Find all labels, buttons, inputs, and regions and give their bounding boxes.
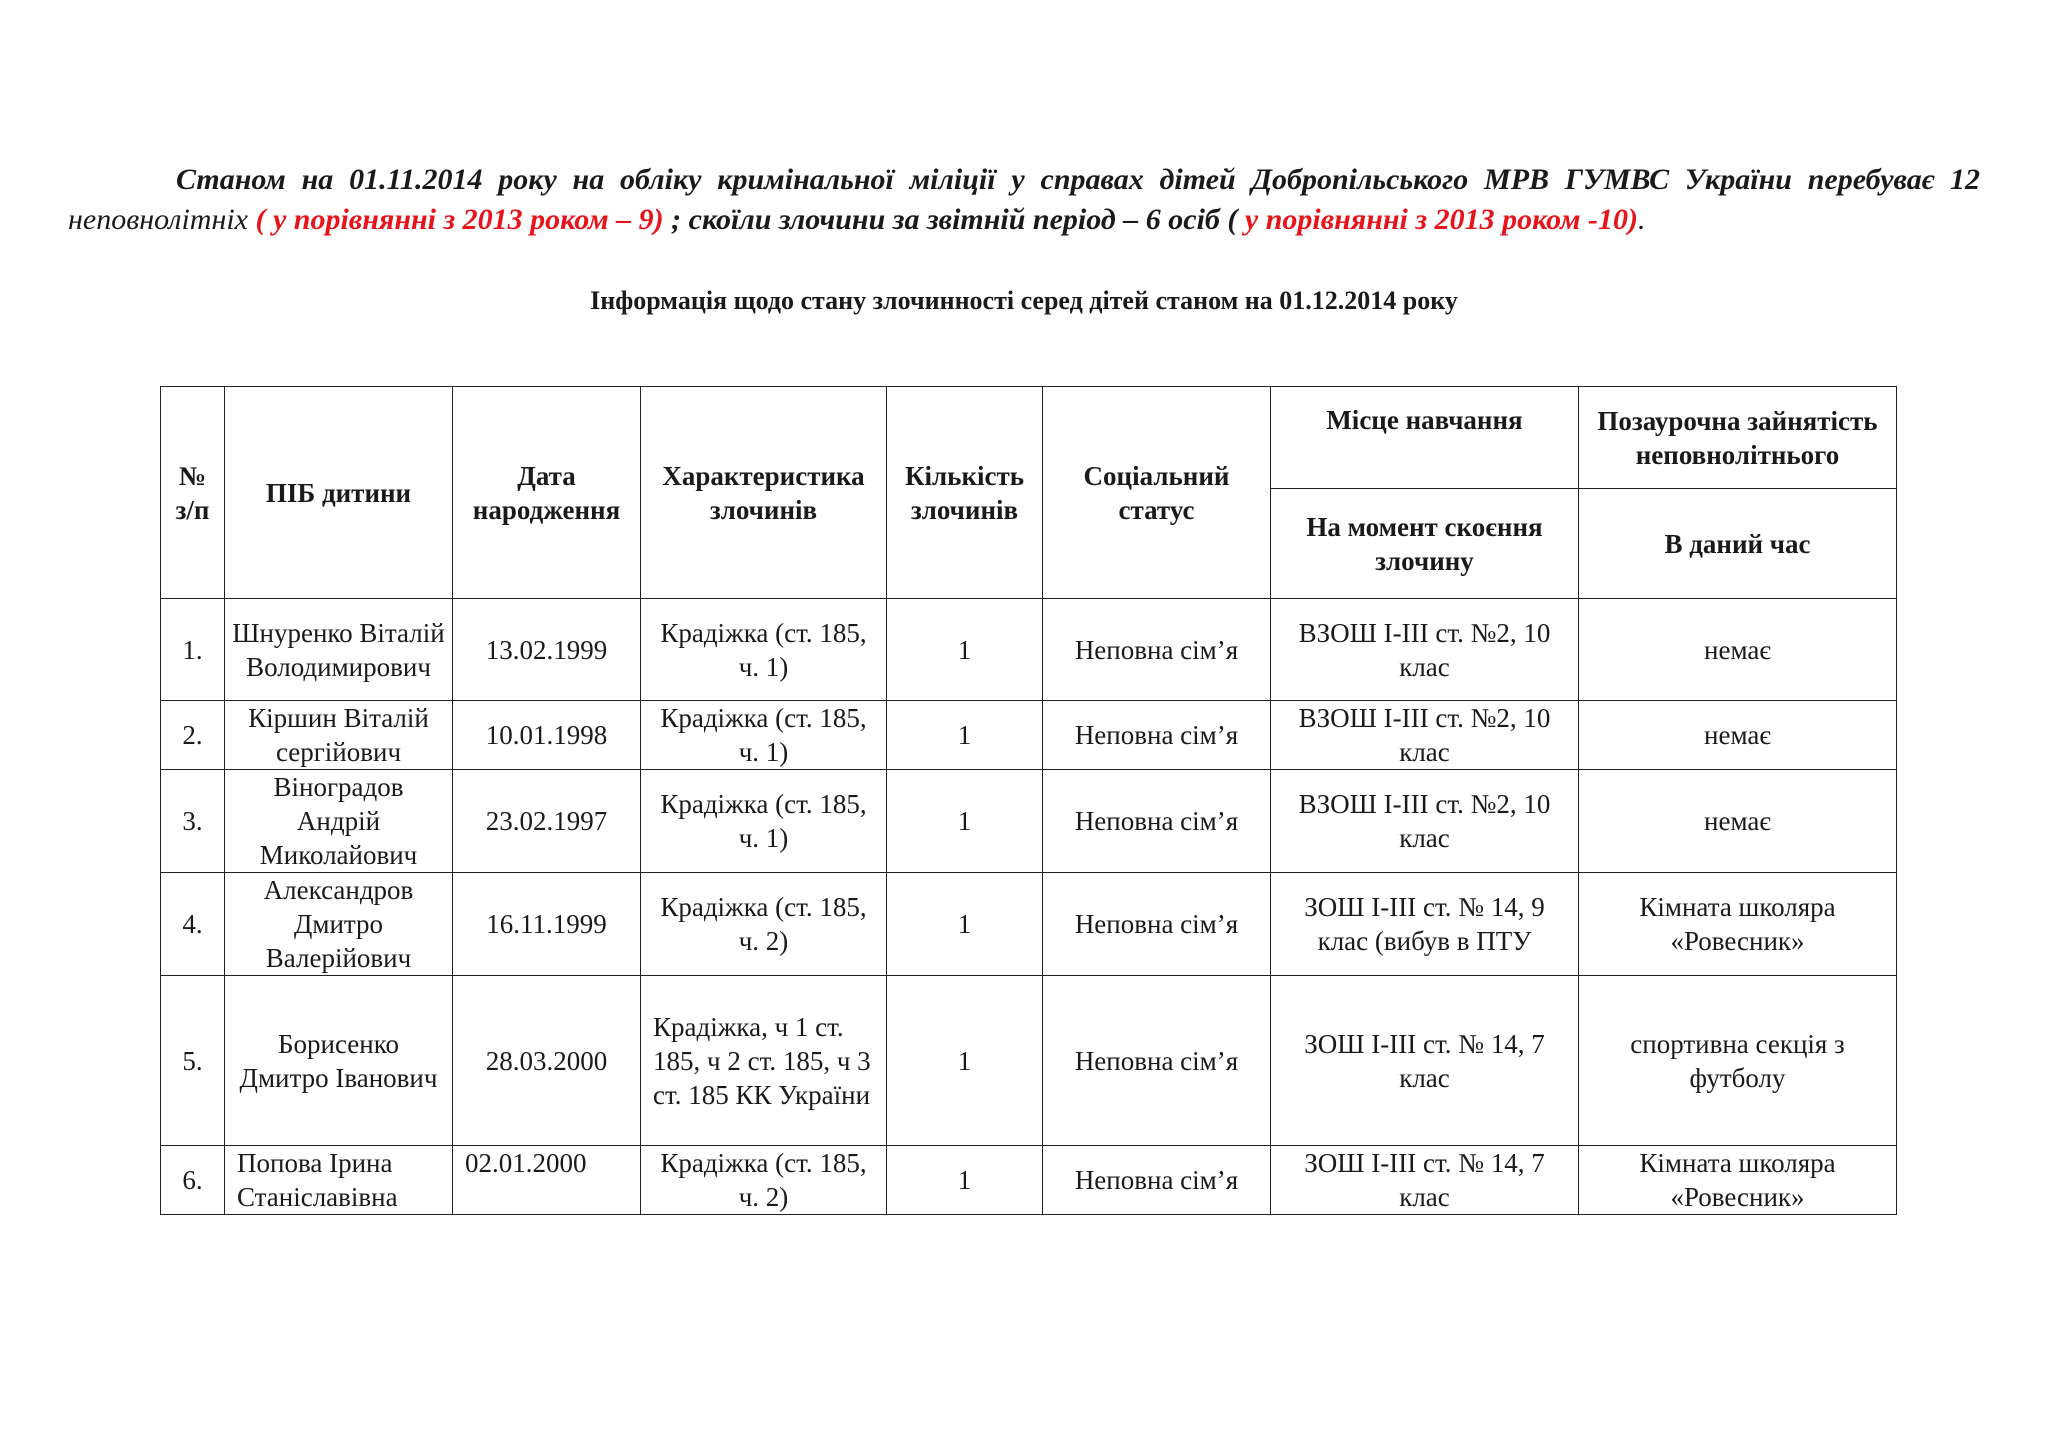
cell-extra: Кімната школяра «Ровесник»	[1579, 1146, 1897, 1215]
header-count: Кількість злочинів	[887, 387, 1043, 599]
cell-count: 1	[887, 770, 1043, 873]
cell-crime: Крадіжка (ст. 185, ч. 1)	[641, 599, 887, 701]
cell-num: 2.	[161, 701, 225, 770]
juvenile-crime-table	[160, 386, 1897, 1215]
table-row	[161, 976, 1897, 1146]
cell-num: 3.	[161, 770, 225, 873]
header-row	[161, 387, 1897, 489]
cell-count: 1	[887, 873, 1043, 976]
cell-dob: 13.02.1999	[453, 599, 641, 701]
cell-social: Неповна сім’я	[1043, 976, 1271, 1146]
cell-study: ЗОШ І-ІІІ ст. № 14, 7 клас	[1271, 976, 1579, 1146]
intro-comparison-1: ( у порівнянні з 2013 роком – 9)	[255, 203, 664, 236]
table-row	[161, 770, 1897, 873]
table-row	[161, 701, 1897, 770]
cell-study: ЗОШ І-ІІІ ст. № 14, 9 клас (вибув в ПТУ	[1271, 873, 1579, 976]
cell-extra: спортивна секція з футболу	[1579, 976, 1897, 1146]
cell-crime: Крадіжка (ст. 185, ч. 2)	[641, 1146, 887, 1215]
cell-name: Віноградов Андрій Миколайович	[225, 770, 453, 873]
cell-num: 5.	[161, 976, 225, 1146]
cell-study: ЗОШ І-ІІІ ст. № 14, 7 клас	[1271, 1146, 1579, 1215]
cell-num: 1.	[161, 599, 225, 701]
cell-extra: Кімната школяра «Ровесник»	[1579, 873, 1897, 976]
cell-name: Александров Дмитро Валерійович	[225, 873, 453, 976]
table-row	[161, 599, 1897, 701]
cell-num: 4.	[161, 873, 225, 976]
cell-dob: 10.01.1998	[453, 701, 641, 770]
cell-count: 1	[887, 1146, 1043, 1215]
cell-count: 1	[887, 599, 1043, 701]
cell-social: Неповна сім’я	[1043, 701, 1271, 770]
cell-social: Неповна сім’я	[1043, 599, 1271, 701]
cell-study: ВЗОШ І-ІІІ ст. №2, 10 клас	[1271, 770, 1579, 873]
cell-study: ВЗОШ І-ІІІ ст. №2, 10 клас	[1271, 701, 1579, 770]
cell-crime: Крадіжка, ч 1 ст. 185, ч 2 ст. 185, ч 3 ст. 185 КК України	[641, 976, 887, 1146]
intro-text-crimes: ; скоїли злочини за звітній період – 6 осіб (	[663, 203, 1245, 236]
cell-name: Кіршин Віталій сергійович	[225, 701, 453, 770]
report-heading: Інформація щодо стану злочинності серед дітей станом на 01.12.2014 року	[590, 286, 1458, 315]
cell-extra: немає	[1579, 599, 1897, 701]
cell-count: 1	[887, 701, 1043, 770]
header-study: Місце навчання	[1271, 387, 1579, 489]
cell-crime: Крадіжка (ст. 185, ч. 2)	[641, 873, 887, 976]
cell-num: 6.	[161, 1146, 225, 1215]
table-header	[161, 387, 1897, 599]
cell-social: Неповна сім’я	[1043, 873, 1271, 976]
cell-study: ВЗОШ І-ІІІ ст. №2, 10 клас	[1271, 599, 1579, 701]
header-extra-sub: В даний час	[1579, 489, 1897, 599]
cell-extra: немає	[1579, 701, 1897, 770]
cell-name: Шнуренко Віталій Володимирович	[225, 599, 453, 701]
header-name: ПІБ дитини	[225, 387, 453, 599]
cell-count: 1	[887, 976, 1043, 1146]
cell-extra: немає	[1579, 770, 1897, 873]
cell-crime: Крадіжка (ст. 185, ч. 1)	[641, 770, 887, 873]
table-body	[161, 599, 1897, 1215]
intro-end: .	[1638, 203, 1646, 236]
intro-text-minors: неповнолітніх	[68, 203, 256, 236]
header-crime: Характеристика злочинів	[641, 387, 887, 599]
header-num: № з/п	[161, 387, 225, 599]
cell-social: Неповна сім’я	[1043, 1146, 1271, 1215]
cell-social: Неповна сім’я	[1043, 770, 1271, 873]
table-row	[161, 873, 1897, 976]
cell-dob: 23.02.1997	[453, 770, 641, 873]
header-social: Соціальний статус	[1043, 387, 1271, 599]
cell-name: Попова Ірина Станіславівна	[225, 1146, 453, 1215]
header-dob: Дата народження	[453, 387, 641, 599]
intro-comparison-2: у порівнянні з 2013 роком -10)	[1244, 203, 1639, 236]
header-extra: Позаурочна зайнятість неповнолітнього	[1579, 387, 1897, 489]
cell-dob: 16.11.1999	[453, 873, 641, 976]
cell-name: Борисенко Дмитро Іванович	[225, 976, 453, 1146]
cell-crime: Крадіжка (ст. 185, ч. 1)	[641, 701, 887, 770]
intro-paragraph	[68, 160, 1980, 240]
cell-dob: 28.03.2000	[453, 976, 641, 1146]
table-row	[161, 1146, 1897, 1215]
header-study-sub: На момент скоєння злочину	[1271, 489, 1579, 599]
cell-dob: 02.01.2000	[453, 1146, 641, 1215]
intro-text: Станом на 01.11.2014 року на обліку кримінальної міліції у справах дітей Добропільського МРВ ГУМВС України перебуває 12	[176, 163, 1980, 196]
